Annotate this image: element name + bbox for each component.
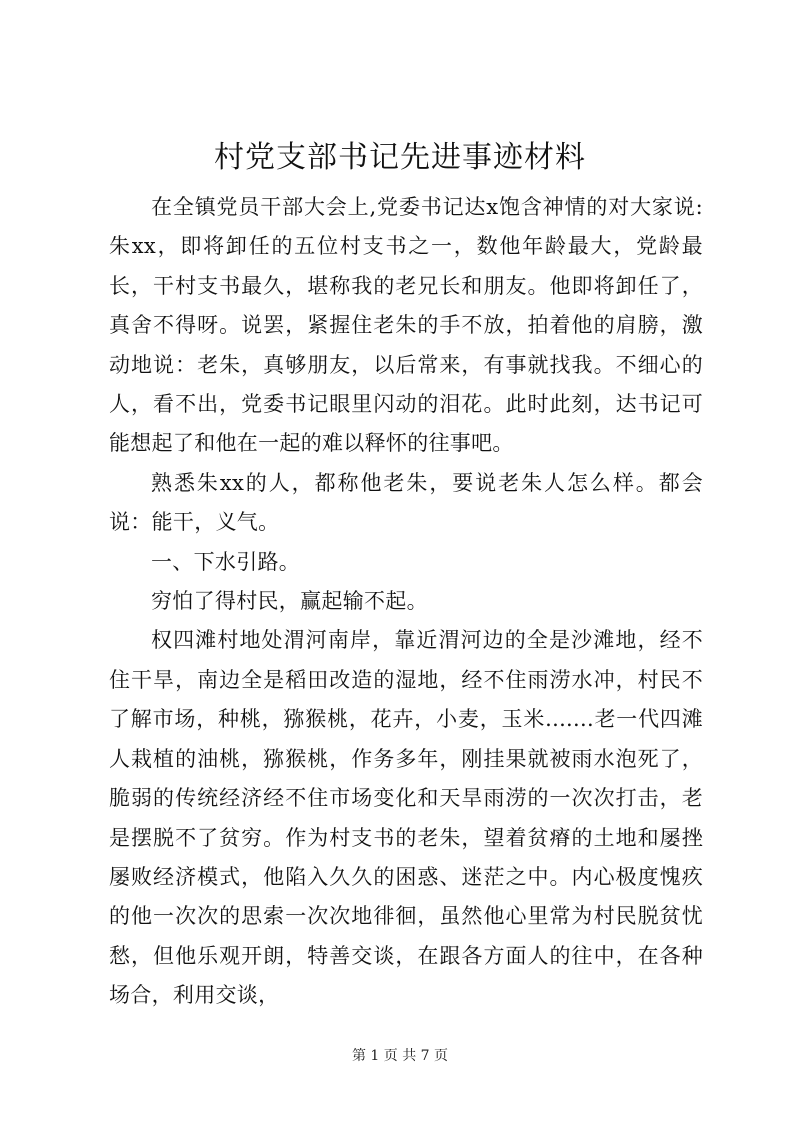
page-footer: 第 1 页 共 7 页: [351, 1048, 449, 1064]
paragraph-4: 权四滩村地处渭河南岸，靠近渭河边的全是沙滩地，经不住干旱，南边全是稻田改造的湿地，经不住雨涝水冲，村民不了解市场，种桃，猕猴桃，花卉，小麦，玉米.......老一代四滩人栽植的油桃，猕猴桃，作务多年，刚挂果就被雨水泡死了，脆弱的传统经济经不住市场变化和天旱雨涝的一次次打击，老是摆脱不了贫穷。作为村支书的老朱，望着贫瘠的土地和屡挫屡败经济模式，他陷入久久的困惑、迷茫之中。内心极度愧疚的他一次次的思索一次次地徘徊，虽然他心里常为村民脱贫忧愁，但他乐观开朗，特善交谈，在跟各方面人的往中，在各种场合，利用交谈，: [109, 628, 703, 1008]
paragraph-2: 熟悉朱xx的人，都称他老朱，要说老朱人怎么样。都会说：能干，义气。: [109, 470, 703, 535]
paragraph-1: 在全镇党员干部大会上,党委书记达x饱含神情的对大家说:朱xx，即将卸任的五位村支书之一，数他年龄最大，党龄最长，干村支书最久，堪称我的老兄长和朋友。他即将卸任了，真舍不得呀。说罢，紧握住老朱的手不放，拍着他的肩膀，激动地说：老朱，真够朋友，以后常来，有事就找我。不细心的人，看不出，党委书记眼里闪动的泪花。此时此刻，达书记可能想起了和他在一起的难以释怀的往事吧。: [109, 195, 703, 456]
document-title: 村党支部书记先进事迹材料: [214, 140, 586, 175]
paragraph-3: 穷怕了得村民，赢起输不起。: [151, 589, 428, 614]
section-heading-1: 一、下水引路。: [151, 549, 301, 574]
document-body: [109, 188, 703, 1016]
